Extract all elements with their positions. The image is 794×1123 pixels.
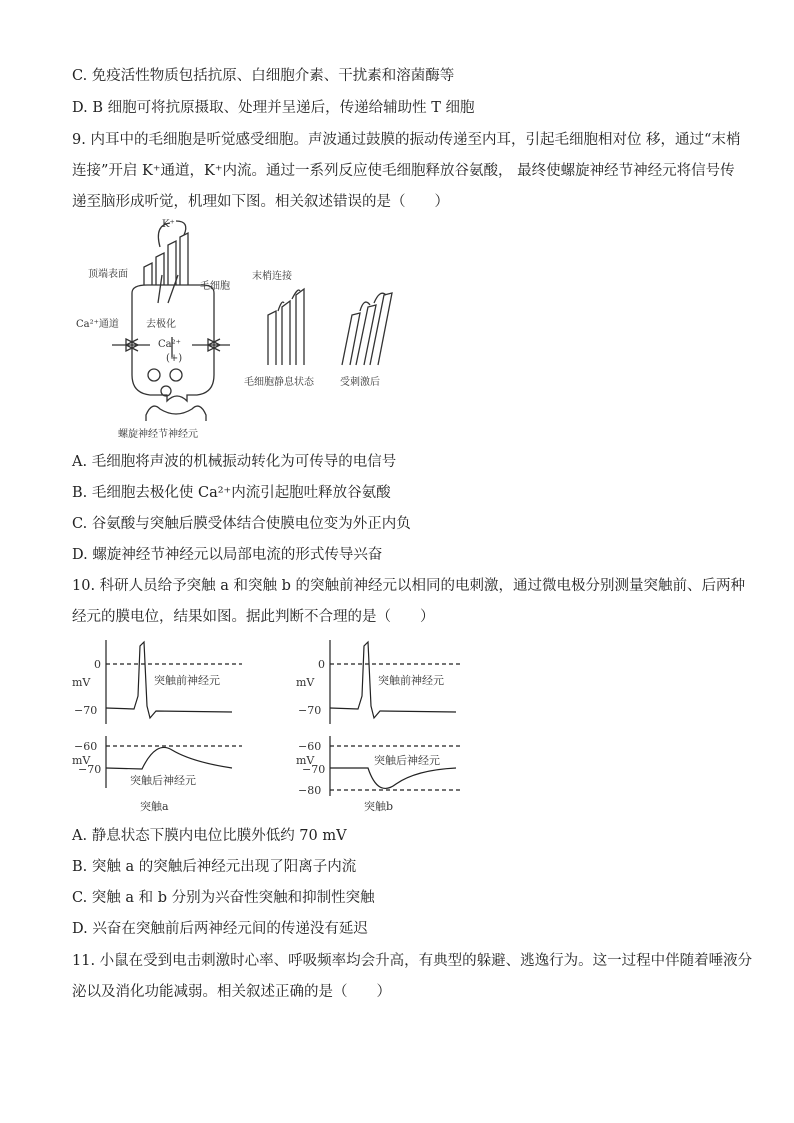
- top-label-a: 突触前神经元: [154, 674, 220, 687]
- tick-70-b: −70: [298, 704, 322, 717]
- tick-80-b: −80: [298, 784, 322, 797]
- caption-a: 突触a: [140, 800, 169, 813]
- postsynaptic-trace-a: [106, 747, 232, 769]
- tick-70-a: −70: [74, 704, 98, 717]
- spiral-neuron: [146, 406, 206, 421]
- k-ion-label: K⁺: [162, 219, 175, 230]
- ca-ion-label: Ca²⁺: [158, 339, 181, 350]
- apical-surface-label: 顶端表面: [88, 269, 128, 280]
- tick-60-b: −60: [298, 740, 322, 753]
- figure-synapse-b: [296, 636, 476, 816]
- option-d-q9: D. 螺旋神经节神经元以局部电流的形式传导兴奋: [72, 547, 383, 563]
- question-9-line3: 递至脑形成听觉，机理如下图。相关叙述错误的是（ ）: [72, 194, 449, 210]
- option-b-q9: B. 毛细胞去极化使 Ca²⁺内流引起胞吐释放谷氨酸: [72, 485, 391, 501]
- resting-hair-bundle: [268, 289, 304, 365]
- tick-70b-b: −70: [302, 763, 326, 776]
- tick-60-a: −60: [74, 740, 98, 753]
- postsynaptic-trace-b: [330, 768, 456, 788]
- ca-channel-label: Ca²⁺通道: [76, 319, 119, 330]
- stereocilia: [144, 233, 188, 285]
- option-c-q9: C. 谷氨酸与突触后膜受体结合使膜电位变为外正内负: [72, 516, 411, 532]
- question-10-line1: 10. 科研人员给予突触 a 和突触 b 的突触前神经元以相同的电刺激，通过微电极分别测量突触前、后两种: [72, 578, 746, 594]
- question-11-line2: 泌以及消化功能减弱。相关叙述正确的是（ ）: [72, 984, 391, 1000]
- option-c-q10: C. 突触 a 和 b 分别为兴奋性突触和抑制性突触: [72, 890, 375, 906]
- question-9-line1: 9. 内耳中的毛细胞是听觉感受细胞。声波通过鼓膜的振动传递至内耳，引起毛细胞相对位 移，通过“末梢: [72, 132, 741, 148]
- resting-state-label: 毛细胞静息状态: [244, 377, 314, 388]
- unit-top-b: mV: [296, 676, 315, 689]
- option-b-q10: B. 突触 a 的突触后神经元出现了阳离子内流: [72, 859, 357, 875]
- caption-b: 突触b: [364, 800, 394, 813]
- option-c-q8: C. 免疫活性物质包括抗原、白细胞介素、干扰素和溶菌酶等: [72, 68, 455, 84]
- figure-hair-cell: [72, 215, 402, 445]
- vesicle-left: [148, 369, 160, 381]
- unit-bottom-a: mV: [72, 754, 91, 767]
- bottom-label-b: 突触后神经元: [374, 754, 440, 767]
- unit-bottom-b: mV: [296, 754, 315, 767]
- vesicle-right: [170, 369, 182, 381]
- hair-cell-label: 毛细胞: [200, 281, 230, 292]
- tick-0-b: 0: [318, 658, 325, 671]
- option-d-q8: D. B 细胞可将抗原摄取、处理并呈递后，传递给辅助性 T 细胞: [72, 100, 475, 116]
- stimulated-label: 受刺激后: [340, 377, 380, 388]
- tip-link-label: 末梢连接: [252, 271, 292, 282]
- plus-label: (+): [166, 353, 183, 364]
- bottom-label-a: 突触后神经元: [130, 774, 196, 787]
- option-d-q10: D. 兴奋在突触前后两神经元间的传递没有延迟: [72, 921, 368, 937]
- question-11-line1: 11. 小鼠在受到电击刺激时心率、呼吸频率均会升高，有典型的躲避、逃逸行为。这一过程中伴随着唾液分: [72, 953, 753, 969]
- question-10-line2: 经元的膜电位，结果如图。据此判断不合理的是（ ）: [72, 609, 435, 625]
- option-a-q10: A. 静息状态下膜内电位比膜外低约 70 mV: [72, 828, 347, 844]
- top-label-b: 突触前神经元: [378, 674, 444, 687]
- spiral-neuron-label: 螺旋神经节神经元: [118, 429, 198, 440]
- option-a-q9: A. 毛细胞将声波的机械振动转化为可传导的电信号: [72, 454, 397, 470]
- unit-top-a: mV: [72, 676, 91, 689]
- tick-0-a: 0: [94, 658, 101, 671]
- question-9-line2: 连接”开启 K⁺通道，K⁺内流。通过一系列反应使毛细胞释放谷氨酸， 最终使螺旋神经节神经元将信号传: [72, 163, 735, 179]
- tick-70b-a: −70: [78, 763, 102, 776]
- depolarization-label: 去极化: [146, 319, 176, 330]
- figure-synapse-a: [72, 636, 252, 816]
- stimulated-hair-bundle: [342, 293, 392, 365]
